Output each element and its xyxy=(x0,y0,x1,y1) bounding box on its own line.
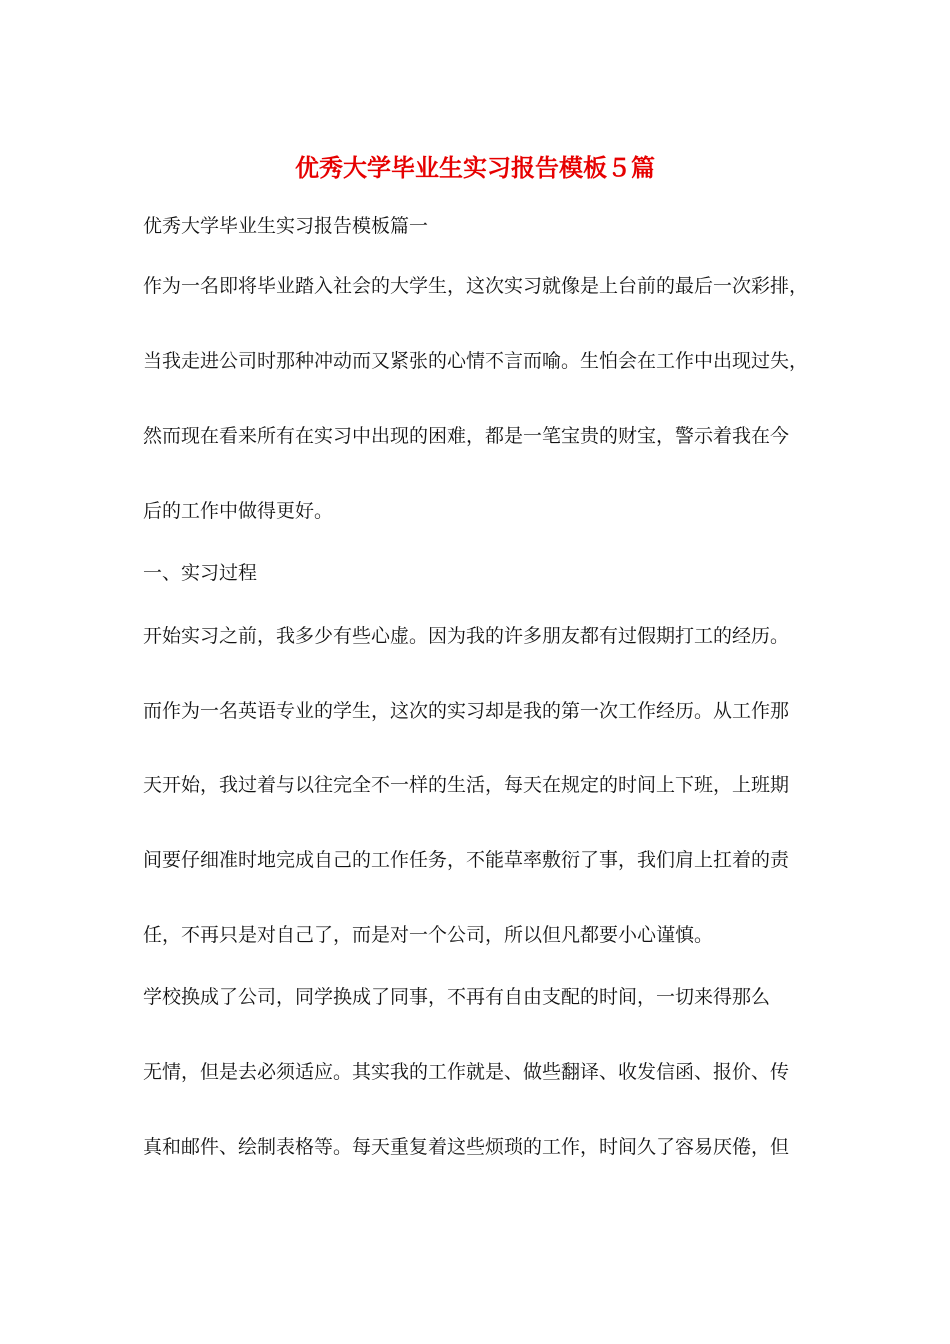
paragraph-line: 无情，但是去必须适应。其实我的工作就是、做些翻译、收发信函、报价、传 xyxy=(143,1061,790,1083)
paragraph-line: 后的工作中做得更好。 xyxy=(143,500,334,522)
paragraph-line: 作为一名即将毕业踏入社会的大学生，这次实习就像是上台前的最后一次彩排， xyxy=(143,275,809,297)
paragraph-line: 开始实习之前，我多少有些心虚。因为我的许多朋友都有过假期打工的经历。 xyxy=(143,625,790,647)
paragraph-line: 真和邮件、绘制表格等。每天重复着这些烦琐的工作，时间久了容易厌倦，但 xyxy=(143,1136,790,1158)
paragraph-line: 学校换成了公司，同学换成了同事，不再有自由支配的时间，一切来得那么 xyxy=(143,986,771,1008)
paragraph-line: 而作为一名英语专业的学生，这次的实习却是我的第一次工作经历。从工作那 xyxy=(143,700,790,722)
subsection-heading: 一、实习过程 xyxy=(143,562,258,584)
paragraph-line: 任，不再只是对自己了，而是对一个公司，所以但凡都要小心谨慎。 xyxy=(143,924,714,946)
paragraph-line: 当我走进公司时那种冲动而又紧张的心情不言而喻。生怕会在工作中出现过失， xyxy=(143,350,809,372)
paragraph-line: 天开始，我过着与以往完全不一样的生活，每天在规定的时间上下班，上班期 xyxy=(143,774,790,796)
section-heading: 优秀大学毕业生实习报告模板篇一 xyxy=(143,215,429,237)
document-title: 优秀大学毕业生实习报告模板５篇 xyxy=(295,153,655,182)
paragraph-line: 间要仔细准时地完成自己的工作任务，不能草率敷衍了事，我们肩上扛着的责 xyxy=(143,849,790,871)
paragraph-line: 然而现在看来所有在实习中出现的困难，都是一笔宝贵的财宝，警示着我在今 xyxy=(143,425,790,447)
